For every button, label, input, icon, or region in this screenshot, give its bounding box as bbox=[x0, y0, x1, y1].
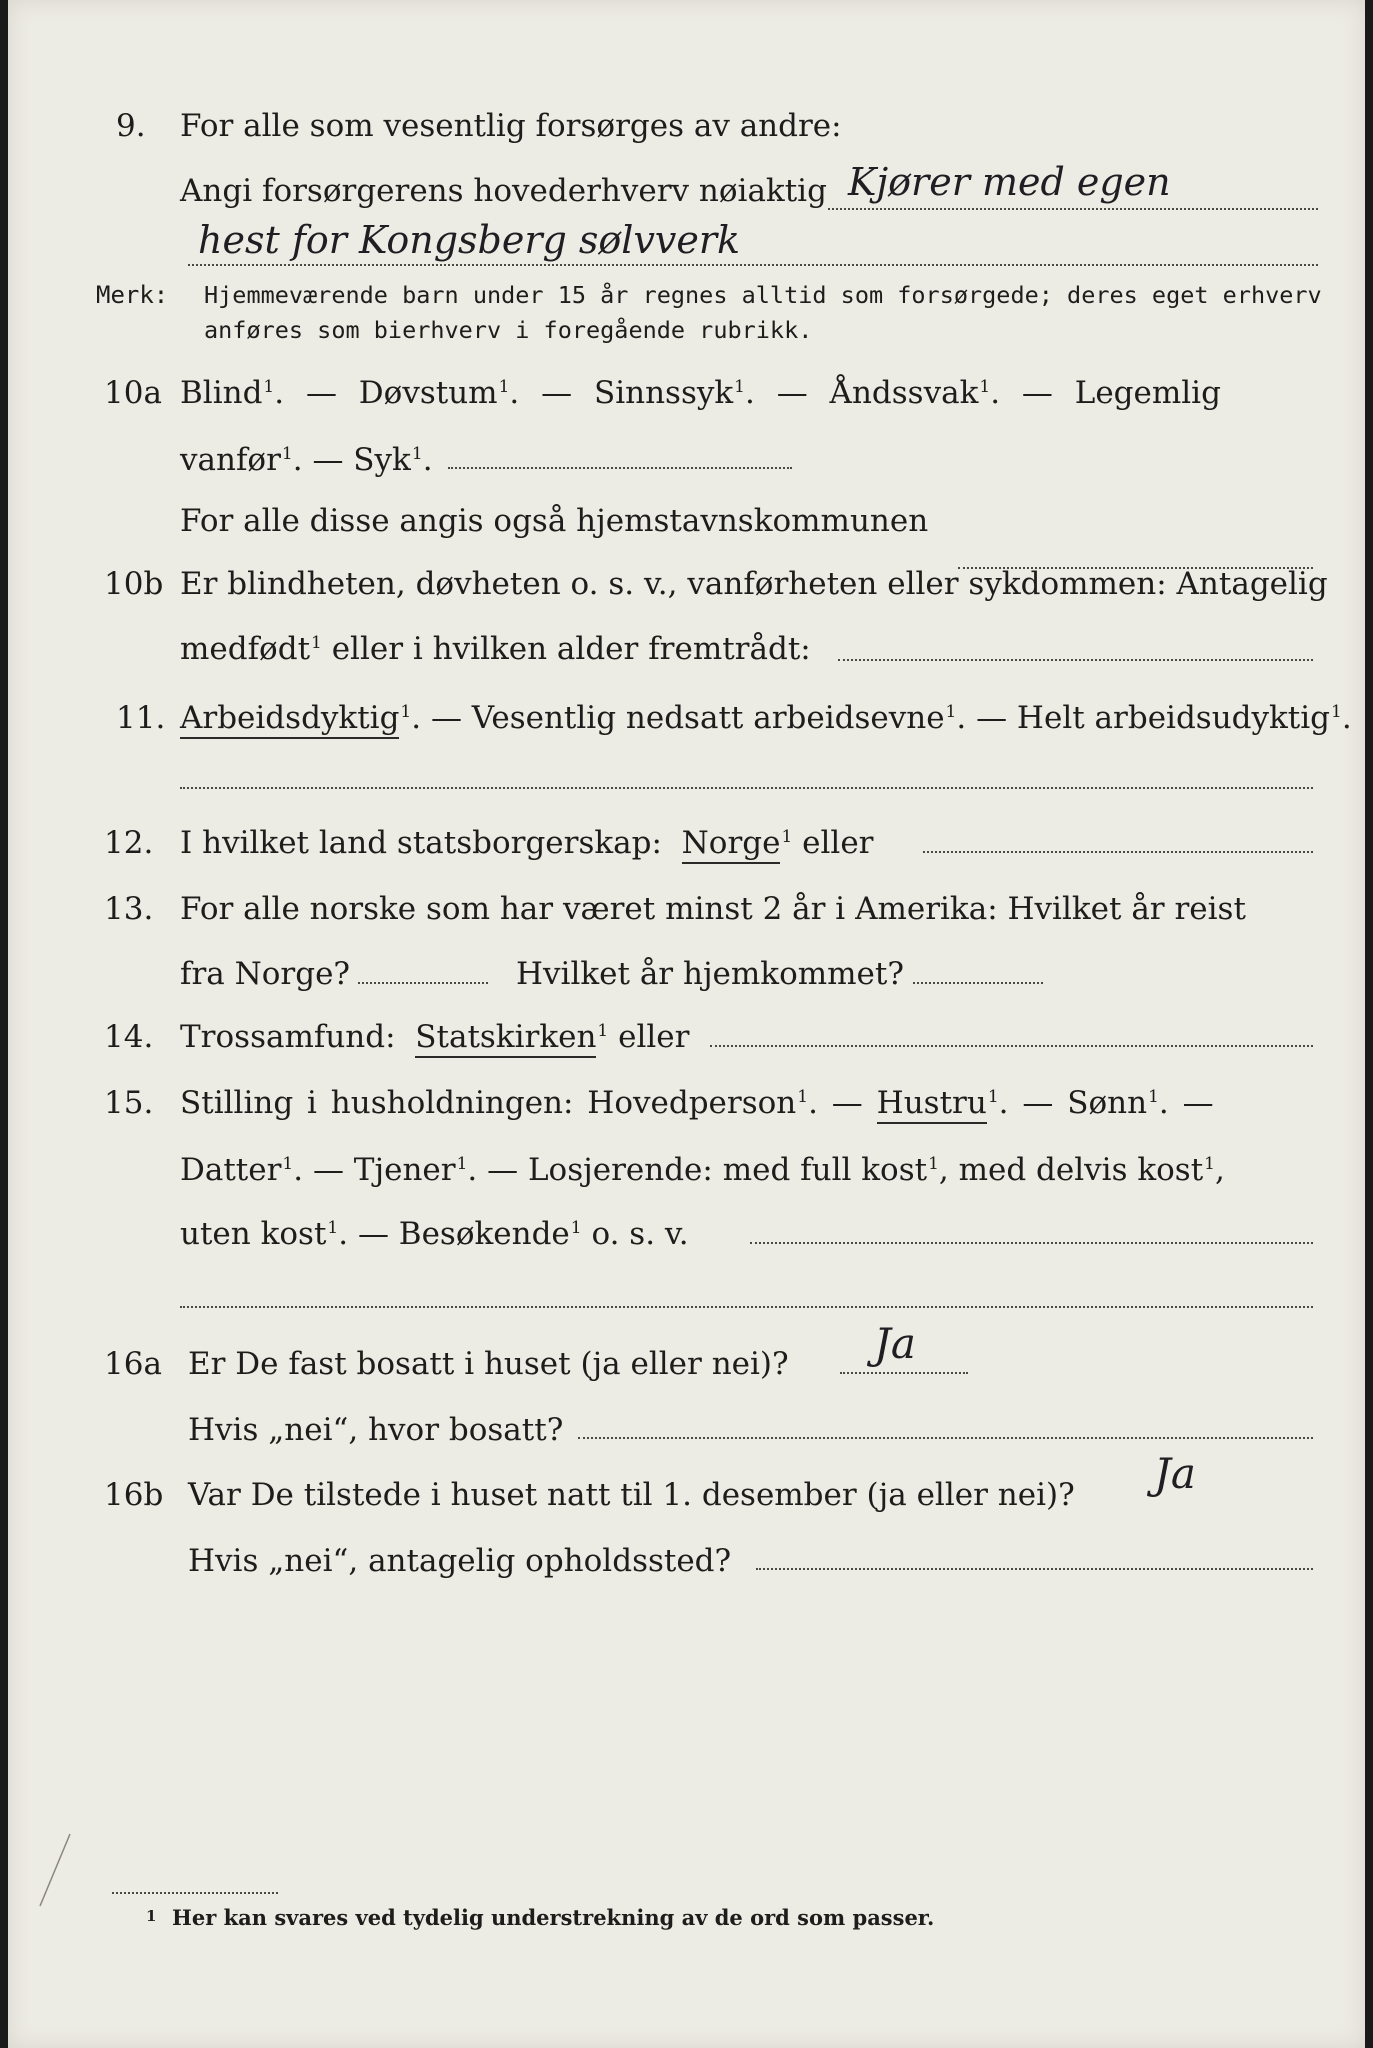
merk-line1: Hjemmeværende barn under 15 år regnes alltid som forsørgede; deres eget erhverv bbox=[204, 281, 1322, 309]
q14-answer-line bbox=[710, 1043, 1313, 1047]
q16a-line2: Hvis „nei“, hvor bosatt? bbox=[188, 1412, 564, 1448]
q10b-line1: Er blindheten, døvheten o. s. v., vanførheten eller sykdommen: Antagelig bbox=[180, 566, 1328, 602]
q11-extra-line bbox=[180, 785, 1313, 789]
q10a-line3: For alle disse angis også hjemstavnskommunen bbox=[180, 503, 929, 539]
merk-line2: anføres som bierhverv i foregående rubrikk. bbox=[204, 316, 813, 344]
q13-line2b: Hvilket år hjemkommet? bbox=[516, 956, 904, 992]
q11-number: 11. bbox=[116, 700, 166, 736]
q9-handwritten-answer2: hest for Kongsberg sølvverk bbox=[198, 218, 741, 262]
q13-reist-line bbox=[358, 980, 488, 984]
q12-answer-line bbox=[923, 849, 1313, 853]
q11-line: Arbeidsdyktig$^1$. — Vesentlig nedsatt arbeidsevne$^1$. — Helt arbeidsudyktig$^1$. bbox=[180, 698, 1352, 738]
q9-handwritten-answer1: Kjører med egen bbox=[848, 160, 1171, 204]
q10a-line2: vanfør$^1$. — Syk$^1$. bbox=[180, 442, 433, 478]
q16a-line1: Er De fast bosatt i huset (ja eller nei)? bbox=[188, 1346, 789, 1382]
q13-line1: For alle norske som har været minst 2 år i Amerika: Hvilket år reist bbox=[180, 891, 1246, 927]
q9-answer-line2 bbox=[188, 262, 1318, 266]
q16b-line2: Hvis „nei“, antagelig opholdssted? bbox=[188, 1543, 732, 1579]
q13-line2a: fra Norge? bbox=[180, 956, 351, 992]
q16b-line1: Var De tilstede i huset natt til 1. desember (ja eller nei)? bbox=[188, 1477, 1075, 1513]
q12-line: I hvilket land statsborgerskap: Norge$^1$ eller bbox=[180, 823, 874, 863]
q10b-answer-line bbox=[838, 657, 1313, 661]
q13-hjemkommet-line bbox=[913, 980, 1043, 984]
q9-answer-line1 bbox=[828, 206, 1318, 210]
q16b-handwritten-answer: Ja bbox=[1154, 1449, 1196, 1498]
q12-number: 12. bbox=[104, 825, 154, 861]
q9-line2: Angi forsørgerens hovederhverv nøiaktig bbox=[180, 173, 827, 209]
q10b-line2: medfødt$^1$ eller i hvilken alder fremtrådt: bbox=[180, 631, 811, 667]
q10a-line1: Blind$^1$. — Døvstum$^1$. — Sinnssyk$^1$. — Åndssvak$^1$. — Legemlig bbox=[180, 375, 1221, 411]
q16a-bosatt-line bbox=[578, 1435, 1313, 1439]
merk-label: Merk: bbox=[96, 281, 169, 309]
q10b-number: 10b bbox=[104, 566, 164, 602]
q9-line1: For alle som vesentlig forsørges av andre: bbox=[180, 108, 842, 144]
q16a-number: 16a bbox=[104, 1346, 162, 1382]
q15-line3: uten kost$^1$. — Besøkende$^1$ o. s. v. bbox=[180, 1216, 689, 1252]
q13-number: 13. bbox=[104, 891, 154, 927]
q16a-answer-line bbox=[840, 1370, 968, 1374]
q10a-number: 10a bbox=[104, 375, 162, 411]
pencil-mark bbox=[36, 1830, 76, 1910]
q15-answer-line bbox=[750, 1240, 1313, 1244]
q15-number: 15. bbox=[104, 1085, 154, 1121]
q16b-opholdssted-line bbox=[756, 1566, 1313, 1570]
footnote-mark: 1 bbox=[146, 1907, 157, 1925]
footnote-divider bbox=[112, 1890, 278, 1894]
q15-line1: Stilling i husholdningen: Hovedperson$^1$. — Hustru$^1$. — Sønn$^1$. — bbox=[180, 1083, 1214, 1123]
q9-number: 9. bbox=[116, 108, 146, 144]
q14-line: Trossamfund: Statskirken$^1$ eller bbox=[180, 1017, 689, 1057]
q16b-number: 16b bbox=[104, 1477, 164, 1513]
q14-number: 14. bbox=[104, 1019, 154, 1055]
q10a-syk-line bbox=[448, 465, 792, 469]
census-form-page bbox=[8, 0, 1365, 2048]
q15-line2: Datter$^1$. — Tjener$^1$. — Losjerende: med full kost$^1$, med delvis kost$^1$, bbox=[180, 1152, 1225, 1188]
q15-extra-line bbox=[180, 1304, 1313, 1308]
footnote-text: Her kan svares ved tydelig understrekning av de ord som passer. bbox=[172, 1905, 935, 1930]
q16a-handwritten-answer: Ja bbox=[874, 1319, 916, 1368]
